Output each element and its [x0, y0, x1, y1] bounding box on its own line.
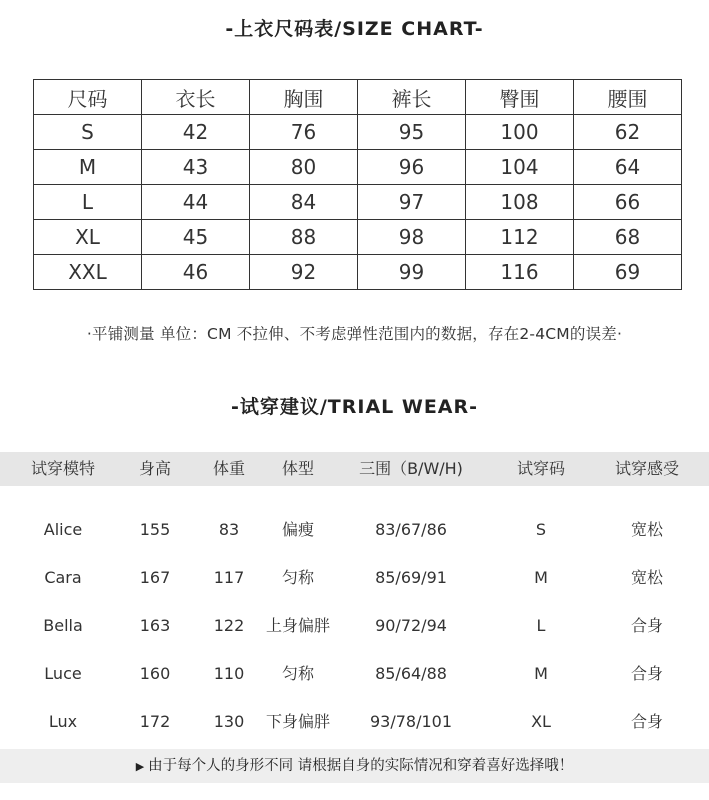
table-cell: 97 — [358, 185, 466, 220]
table-cell: 44 — [142, 185, 250, 220]
table-cell: 85/64/88 — [375, 664, 447, 683]
table-cell: 64 — [574, 150, 682, 185]
table-cell: L — [536, 616, 546, 635]
header-cell: 体型 — [281, 459, 315, 478]
table-cell: 宽松 — [630, 520, 664, 539]
table-cell: 83/67/86 — [375, 520, 447, 539]
table-cell: 43 — [142, 150, 250, 185]
table-cell: 160 — [139, 664, 171, 683]
table-cell: 68 — [574, 220, 682, 255]
header-cell: 试穿感受 — [614, 459, 680, 478]
table-row — [0, 602, 709, 650]
header-cell: 身高 — [138, 459, 172, 478]
table-cell: 108 — [466, 185, 574, 220]
table-row — [0, 698, 709, 746]
table-cell: 上身偏胖 — [265, 616, 331, 635]
table-cell: 45 — [142, 220, 250, 255]
size-chart-table — [33, 79, 682, 290]
table-cell: 76 — [250, 115, 358, 150]
table-cell: 155 — [139, 520, 171, 539]
table-cell: 93/78/101 — [369, 712, 453, 731]
table-cell: 104 — [466, 150, 574, 185]
table-cell: 88 — [250, 220, 358, 255]
header-cell: 裤长 — [358, 80, 466, 115]
table-row — [34, 115, 682, 150]
table-cell: 130 — [213, 712, 245, 731]
table-row — [34, 255, 682, 290]
table-row — [34, 150, 682, 185]
table-row — [0, 506, 709, 554]
header-cell: 衣长 — [142, 80, 250, 115]
header-cell: 腰围 — [574, 80, 682, 115]
header-cell: 体重 — [212, 459, 246, 478]
footer-text: 由于每个人的身形不同 请根据自身的实际情况和穿着喜好选择哦！ — [148, 758, 574, 774]
table-cell: XXL — [34, 255, 142, 290]
header-cell: 尺码 — [34, 80, 142, 115]
header-cell: 试穿码 — [516, 459, 566, 478]
table-cell: Alice — [43, 520, 83, 539]
trial-wear-header-row — [0, 452, 709, 486]
header-cell: 胸围 — [250, 80, 358, 115]
table-cell: 167 — [139, 568, 171, 587]
table-cell: 98 — [358, 220, 466, 255]
table-cell: 112 — [466, 220, 574, 255]
table-cell: 117 — [213, 568, 245, 587]
header-cell: 三围（B/W/H) — [359, 459, 463, 478]
table-cell: L — [34, 185, 142, 220]
trial-wear-table — [0, 506, 709, 746]
table-cell: 合身 — [630, 616, 664, 635]
table-cell: 172 — [139, 712, 171, 731]
table-cell: M — [534, 664, 548, 683]
table-cell: 116 — [466, 255, 574, 290]
table-cell: M — [534, 568, 548, 587]
trial-wear-title: -试穿建议/TRIAL WEAR- — [230, 396, 479, 418]
table-cell: 46 — [142, 255, 250, 290]
table-cell: Bella — [43, 616, 83, 635]
table-cell: 合身 — [630, 712, 664, 731]
measurement-note: ·平铺测量 单位：CM 不拉伸、不考虑弹性范围内的数据，存在2-4CM的误差· — [86, 325, 623, 343]
table-row — [34, 220, 682, 255]
table-row — [34, 185, 682, 220]
table-cell: 匀称 — [281, 568, 315, 587]
table-cell: 95 — [358, 115, 466, 150]
table-cell: 合身 — [630, 664, 664, 683]
table-cell: 69 — [574, 255, 682, 290]
play-arrow-icon: ▶ — [135, 760, 145, 773]
table-cell: 66 — [574, 185, 682, 220]
table-cell: 宽松 — [630, 568, 664, 587]
table-cell: 80 — [250, 150, 358, 185]
table-cell: 100 — [466, 115, 574, 150]
table-cell: 84 — [250, 185, 358, 220]
table-cell: Cara — [44, 568, 82, 587]
table-cell: S — [535, 520, 547, 539]
table-cell: Luce — [44, 664, 82, 683]
table-row — [0, 554, 709, 602]
size-chart-header-row — [34, 80, 682, 115]
size-chart-title: -上衣尺码表/SIZE CHART- — [225, 18, 484, 40]
table-cell: Lux — [48, 712, 78, 731]
table-cell: 偏瘦 — [281, 520, 315, 539]
table-cell: XL — [34, 220, 142, 255]
table-cell: 96 — [358, 150, 466, 185]
table-cell: M — [34, 150, 142, 185]
table-cell: 92 — [250, 255, 358, 290]
table-cell: 83 — [218, 520, 240, 539]
table-cell: 42 — [142, 115, 250, 150]
table-cell: 163 — [139, 616, 171, 635]
header-cell: 试穿模特 — [30, 459, 96, 478]
table-cell: S — [34, 115, 142, 150]
table-cell: 85/69/91 — [375, 568, 447, 587]
table-row — [0, 650, 709, 698]
table-cell: 62 — [574, 115, 682, 150]
footer-tip — [0, 749, 709, 783]
table-cell: 下身偏胖 — [265, 712, 331, 731]
table-cell: 122 — [213, 616, 245, 635]
header-cell: 臀围 — [466, 80, 574, 115]
table-cell: 99 — [358, 255, 466, 290]
table-cell: 90/72/94 — [375, 616, 447, 635]
table-cell: 匀称 — [281, 664, 315, 683]
table-cell: 110 — [213, 664, 245, 683]
table-cell: XL — [531, 712, 551, 731]
